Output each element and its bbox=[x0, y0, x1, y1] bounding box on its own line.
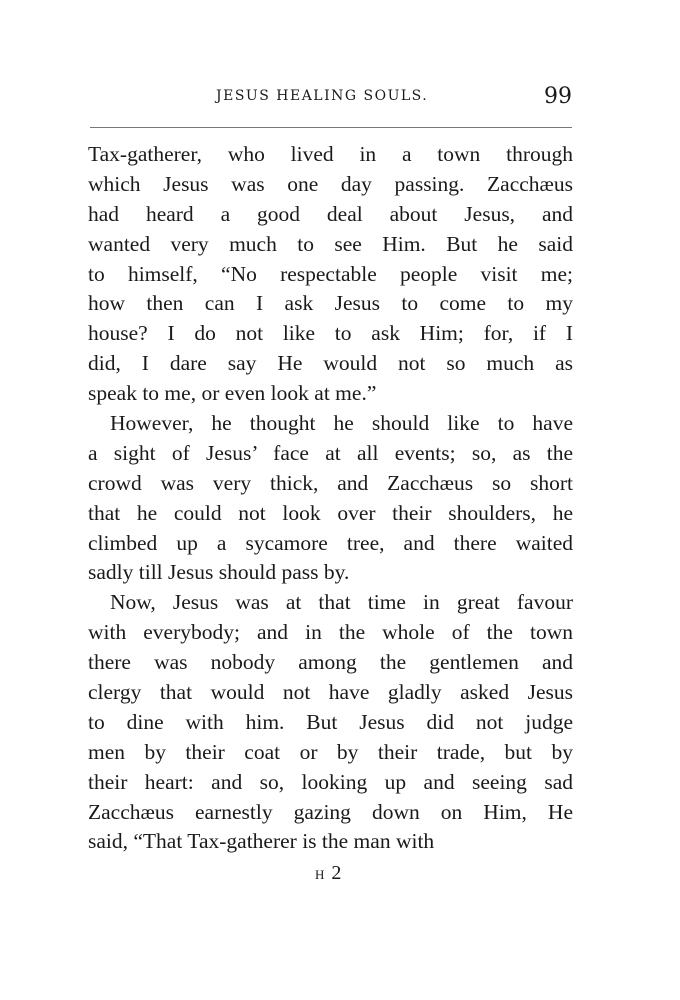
text-line: Tax-gatherer, who lived in a town through bbox=[88, 142, 573, 166]
body-text bbox=[88, 140, 573, 857]
text-line: However, he thought he should like to have bbox=[110, 411, 573, 436]
text-line: crowd was very thick, and Zacchæus so short bbox=[88, 470, 573, 495]
text-line: that he could not look over their shoulders, he bbox=[88, 500, 573, 525]
text-line: climbed up a sycamore tree, and there waited bbox=[88, 530, 573, 555]
signature-letter: H bbox=[315, 867, 326, 882]
text-line: wanted very much to see Him. But he said bbox=[88, 231, 573, 256]
text-line: had heard a good deal about Jesus, and bbox=[88, 201, 573, 226]
running-title: JESUS HEALING SOULS. bbox=[216, 88, 429, 104]
text-line: how then can I ask Jesus to come to my bbox=[88, 291, 573, 316]
text-line: to dine with him. But Jesus did not judge bbox=[88, 709, 573, 734]
page-number: 99 bbox=[544, 84, 572, 109]
text-line: did, I dare say He would not so much as bbox=[88, 351, 573, 376]
text-line: which Jesus was one day passing. Zacchæus bbox=[88, 171, 573, 196]
text-line: men by their coat or by their trade, but by bbox=[88, 739, 573, 764]
running-header bbox=[88, 84, 572, 114]
text-line: house? I do not like to ask Him; for, if I bbox=[88, 321, 573, 346]
text-line: clergy that would not have gladly asked Jesus bbox=[88, 680, 573, 705]
text-line: their heart: and so, looking up and seeing sad bbox=[88, 769, 573, 794]
text-line: said, “That Tax-gatherer is the man with bbox=[88, 829, 435, 854]
text-line: there was nobody among the gentlemen and bbox=[88, 650, 573, 675]
text-line: speak to me, or even look at me.” bbox=[88, 381, 377, 406]
text-line: with everybody; and in the whole of the town bbox=[88, 620, 573, 645]
signature-number: 2 bbox=[331, 862, 342, 884]
signature-mark bbox=[315, 862, 341, 885]
text-line: to himself, “No respectable people visit me; bbox=[88, 261, 573, 286]
text-line: sadly till Jesus should pass by. bbox=[88, 560, 350, 585]
text-line: Zacchæus earnestly gazing down on Him, He bbox=[88, 799, 573, 824]
text-line: Now, Jesus was at that time in great favour bbox=[110, 590, 573, 615]
header-rule bbox=[90, 127, 572, 128]
text-line: a sight of Jesus’ face at all events; so, as the bbox=[88, 440, 573, 465]
